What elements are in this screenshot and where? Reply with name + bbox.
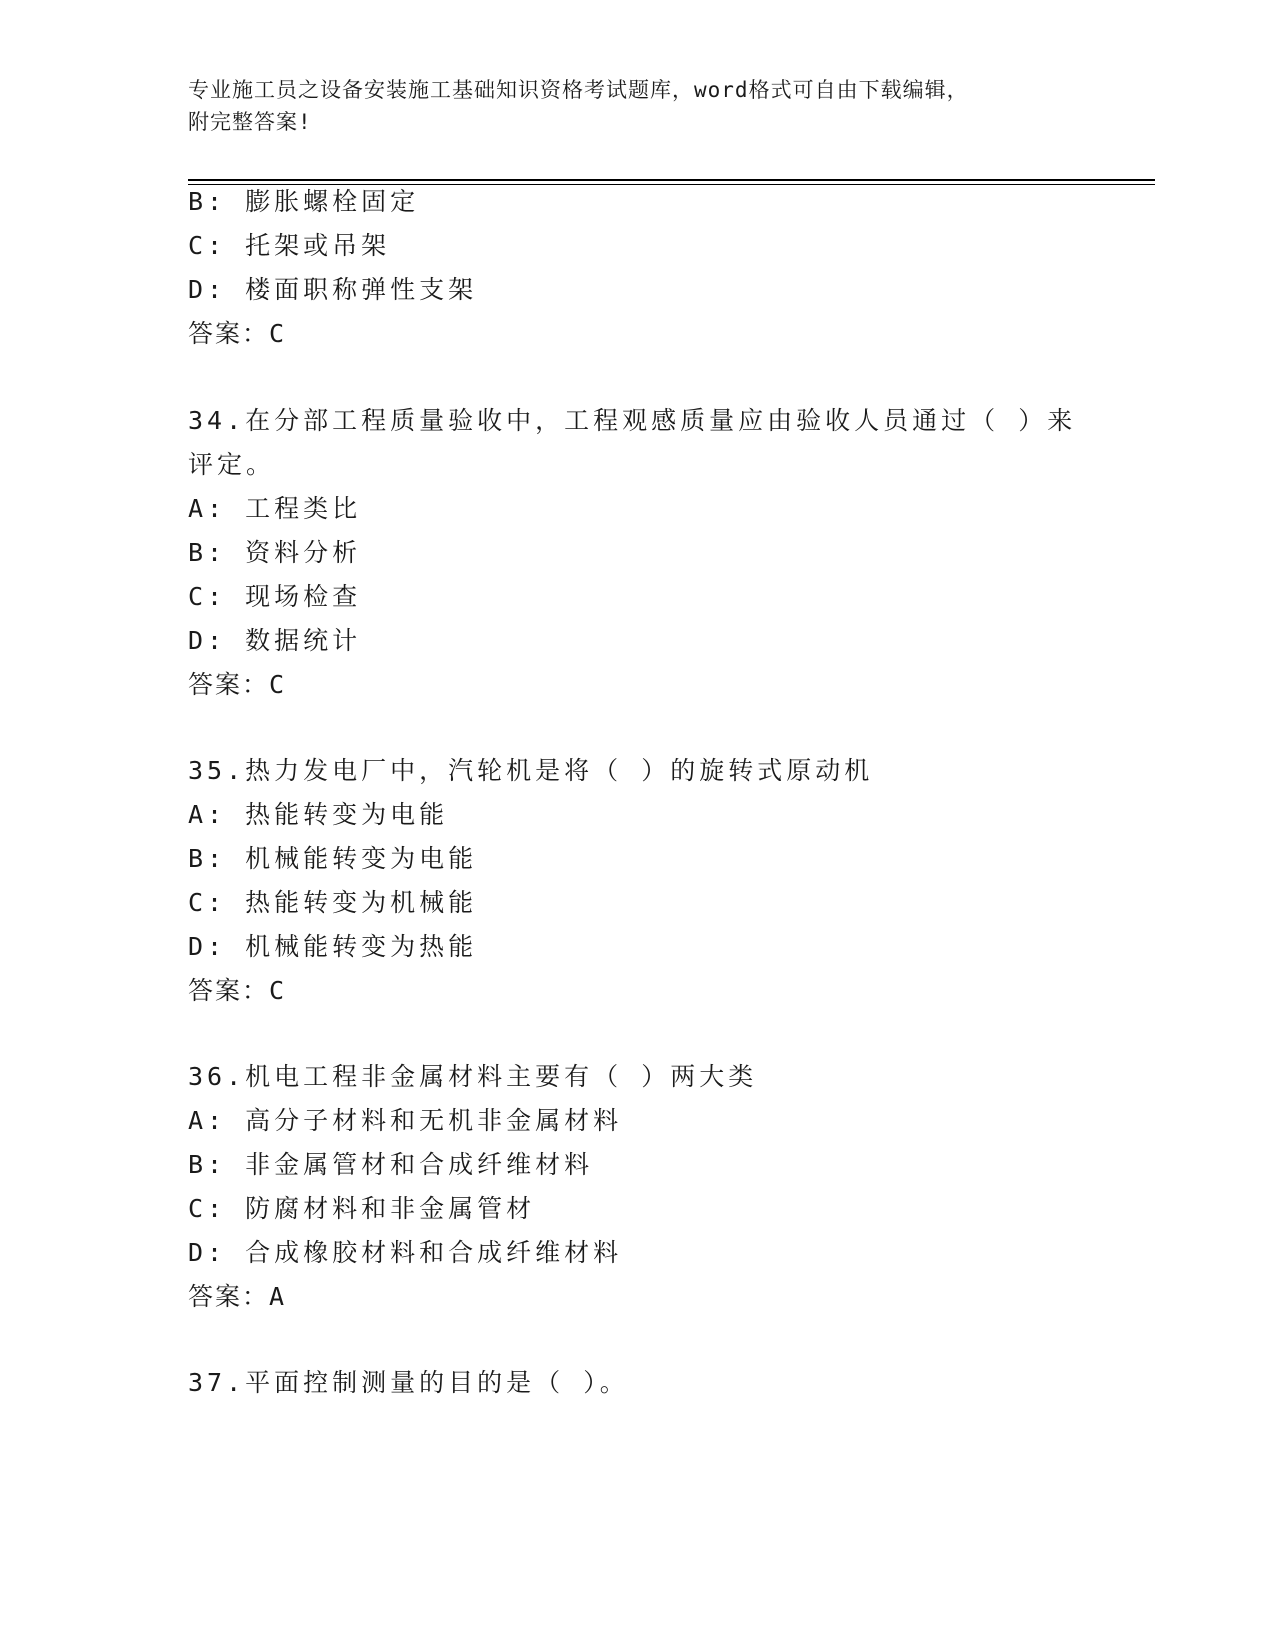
q34-answer: 答案：C [188, 670, 287, 699]
q36-option-d: D: 合成橡胶材料和合成纤维材料 [188, 1238, 623, 1267]
q35-stem: 35.热力发电厂中，汽轮机是将（ ）的旋转式原动机 [188, 756, 874, 785]
q36-stem: 36.机电工程非金属材料主要有（ ）两大类 [188, 1062, 758, 1091]
q35-option-a: A: 热能转变为电能 [188, 800, 449, 829]
q34-option-b: B: 资料分析 [188, 538, 362, 567]
q34-stem-line-1: 34.在分部工程质量验收中，工程观感质量应由验收人员通过（ ）来 [188, 406, 1077, 435]
header-line-1: 专业施工员之设备安装施工基础知识资格考试题库，word格式可自由下载编辑， [188, 78, 969, 102]
q34-stem-line-2: 评定。 [188, 450, 276, 479]
q36-answer: 答案：A [188, 1282, 287, 1311]
q36-option-a: A: 高分子材料和无机非金属材料 [188, 1106, 623, 1135]
q35-option-d: D: 机械能转变为热能 [188, 932, 478, 961]
header-rule-thin [188, 184, 1155, 185]
q36-option-b: B: 非金属管材和合成纤维材料 [188, 1150, 594, 1179]
q35-option-b: B: 机械能转变为电能 [188, 844, 478, 873]
q35-option-c: C: 热能转变为机械能 [188, 888, 478, 917]
q33-option-b: B: 膨胀螺栓固定 [188, 187, 420, 216]
header-rule-thick [188, 179, 1155, 181]
q33-answer: 答案：C [188, 319, 287, 348]
document-header [188, 74, 1068, 138]
q34-option-c: C: 现场检查 [188, 582, 362, 611]
q34-option-d: D: 数据统计 [188, 626, 362, 655]
q34-option-a: A: 工程类比 [188, 494, 362, 523]
header-line-2: 附完整答案! [188, 110, 312, 134]
q33-option-d: D: 楼面职称弹性支架 [188, 275, 478, 304]
q37-stem: 37.平面控制测量的目的是（ ）。 [188, 1368, 629, 1397]
q35-answer: 答案：C [188, 976, 287, 1005]
q36-option-c: C: 防腐材料和非金属管材 [188, 1194, 536, 1223]
q33-option-c: C: 托架或吊架 [188, 231, 391, 260]
